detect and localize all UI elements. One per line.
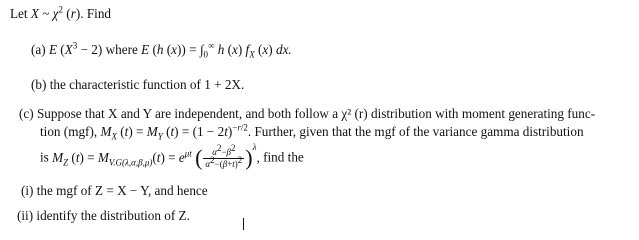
part-c-text-2-post: Further, given that the mgf of the variance gamma distribution	[254, 124, 584, 139]
part-a-tail: dx.	[275, 42, 292, 57]
part-a-label: (a)	[31, 42, 46, 57]
part-c-text-1: Suppose that X and Y are independent, and both follow a χ² (r) distribution with moment generating func-	[36, 106, 596, 121]
part-b-text: the characteristic function of 1 + 2X.	[49, 77, 245, 92]
part-a-pre: E	[48, 42, 57, 57]
part-c-line-3	[40, 142, 304, 170]
sub-i-label: (i)	[21, 183, 34, 198]
part-a-mid: where	[105, 42, 138, 57]
part-c-text-3-pre: is	[40, 149, 49, 165]
part-c-line-1	[19, 106, 595, 122]
part-c-label: (c)	[19, 106, 34, 121]
sub-i-text: the mgf of Z = X − Y, and hence	[36, 183, 208, 198]
part-c-line-2	[40, 124, 584, 140]
intro-math: X	[30, 6, 39, 21]
part-a-expr: $(X^3 - 2)$	[60, 40, 103, 57]
sub-i-line	[21, 183, 208, 199]
intro-lead: Let	[10, 6, 28, 21]
part-c-mgf-expr: $M_X$ $(t) = M_Y$ $(t) = (1 - 2t)^{-r/2}$.	[100, 122, 252, 142]
part-c-text-2-pre: tion (mgf),	[40, 124, 98, 139]
part-a-def: E (h $(x)) = \int_0^\infty$ h (x) $f_X$ (x)	[141, 40, 273, 60]
sub-ii-line	[17, 208, 190, 224]
sub-ii-text: identify the distribution of Z.	[36, 208, 190, 223]
part-c-text-3-post: find the	[263, 149, 304, 165]
sub-ii-label: (ii)	[17, 208, 34, 223]
part-b-line	[31, 77, 244, 93]
intro-line: Let X ~ $\chi^2$ (r). Find	[10, 4, 112, 21]
part-a-line	[31, 42, 292, 58]
part-b-label: (b)	[31, 77, 47, 92]
part-c-vg-expr: $M_Z$ $(t) = M_{V.G(\lambda,\alpha,\beta,\mu)}(t) = e^{\mu t}$ ( $\frac{\alpha^2-\beta^2}{\alpha^2-(\beta+t)^2}$ )$^\lambda$,	[52, 142, 260, 170]
text-cursor	[243, 218, 244, 230]
intro-tail: Find	[86, 6, 112, 21]
